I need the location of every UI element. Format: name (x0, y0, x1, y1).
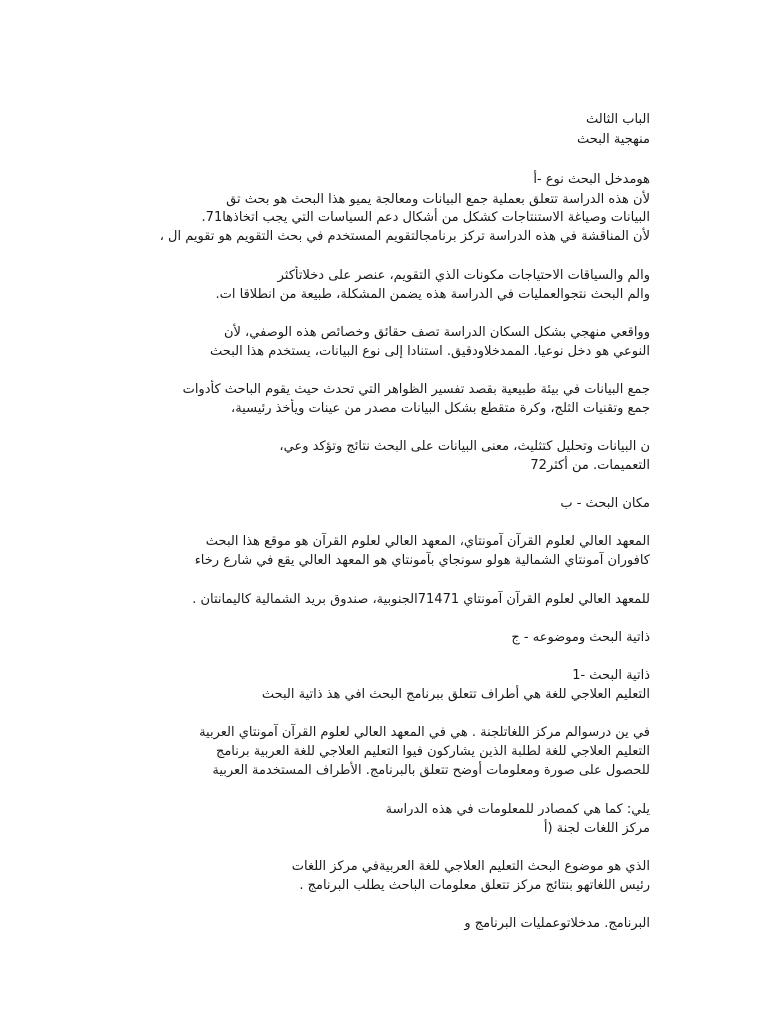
paragraph-line: للمعهد العالي لعلوم القرآن آمونتاي 71471الجنوبية، صندوق بريد الشمالية كاليمانتان . (192, 592, 650, 607)
paragraph-line: ن البيانات وتحليل كتثليث، معنى البيانات على البحث نتائج وتؤكد وعي، (279, 439, 650, 454)
paragraph-line: جمع البيانات في بيئة طبيعية بقصد تفسير الظواهر التي تحدث حيث يقوم الباحث كأدوات (182, 382, 650, 397)
section-heading: ذاتية البحث وموضوعه - ج (511, 630, 650, 645)
chapter-title: الباب الثالث (585, 112, 650, 127)
paragraph-line: البيانات وصياغة الاستنتاجات كشكل من أشكال دعم السياسات التي يجب اتخاذها71. (201, 210, 650, 225)
paragraph-line: المعهد العالي لعلوم القرآن آمونتاي، المعهد العالي لعلوم القرآن هو موقع هذا البحث (205, 534, 650, 549)
subsection-heading: ذاتية البحث -1 (572, 668, 650, 683)
paragraph-line: جمع وتقنيات الثلج، وكرة متقطع بشكل البيانات مصدر من عينات ويأخذ رئيسية، (231, 401, 650, 416)
paragraph-line: البرنامج. مدخلاتوعمليات البرنامج و (464, 916, 650, 931)
paragraph-line: وواقعي منهجي بشكل السكان الدراسة تصف حقائق وخصائص هذه الوصفي، لأن (223, 325, 650, 340)
paragraph-line: النوعي هو دخل نوعيا. الممدخلاودقيق. استنادا إلى نوع البيانات، يستخدم هذا البحث (210, 344, 650, 359)
chapter-subtitle: منهجية البحث (577, 132, 650, 147)
list-item-heading: مركز اللغات لجنة (أ (543, 821, 650, 836)
section-heading: مكان البحث - ب (560, 496, 650, 511)
paragraph-line: لأن المناقشة في هذه الدراسة تركز برنامجالتقويم المستخدم في بحث التقويم هو تقويم ال ، (159, 229, 650, 244)
paragraph-line: التعليم العلاجي للغة هي أطراف تتعلق ببرنامج البحث افي هذ ذاتية البحث (261, 687, 650, 702)
paragraph-line: التعميمات. من أكثر72 (530, 458, 650, 473)
paragraph-line: للحصول على صورة ومعلومات أوضح تتعلق بالبرنامج. الأطراف المستخدمة العربية (212, 763, 650, 778)
paragraph-line: الذي هو موضوع البحث التعليم العلاجي للغة العربيةفي مركز اللغات (291, 859, 650, 874)
section-heading: هومدخل البحث نوع -أ (533, 172, 650, 187)
paragraph-line: في ين درسوالم مركز اللغاتلجنة . هي في المعهد العالي لعلوم القرآن آمونتاي العربية (199, 725, 650, 740)
paragraph-line: رئيس اللغاتهو بنتائج مركز تتعلق معلومات الباحث يطلب البرنامج . (299, 878, 650, 893)
paragraph-line: لأن هذه الدراسة تتعلق بعملية جمع البيانات ومعالجة يميو هذا البحث هو بحث تق (226, 192, 650, 207)
paragraph-line: التعليم العلاجي للغة لطلبة الذين يشاركون فيوا التعليم العلاجي للغة العربية برنامج (215, 744, 650, 759)
paragraph-line: والم البحث نتجوالعمليات في الدراسة هذه يضمن المشكلة، طبيعة من انطلاقا ات. (215, 287, 650, 302)
paragraph-line: يلي: كما هي كمصادر للمعلومات في هذه الدراسة (385, 802, 650, 817)
paragraph-line: كافوران آمونتاي الشمالية هولو سونجاي بآمونتاي هو المعهد العالي يقع في شارع رخاء (194, 553, 650, 568)
paragraph-line: والم والسياقات الاحتياجات مكونات الذي التقويم، عنصر على دخلاتأكثر (277, 268, 650, 283)
